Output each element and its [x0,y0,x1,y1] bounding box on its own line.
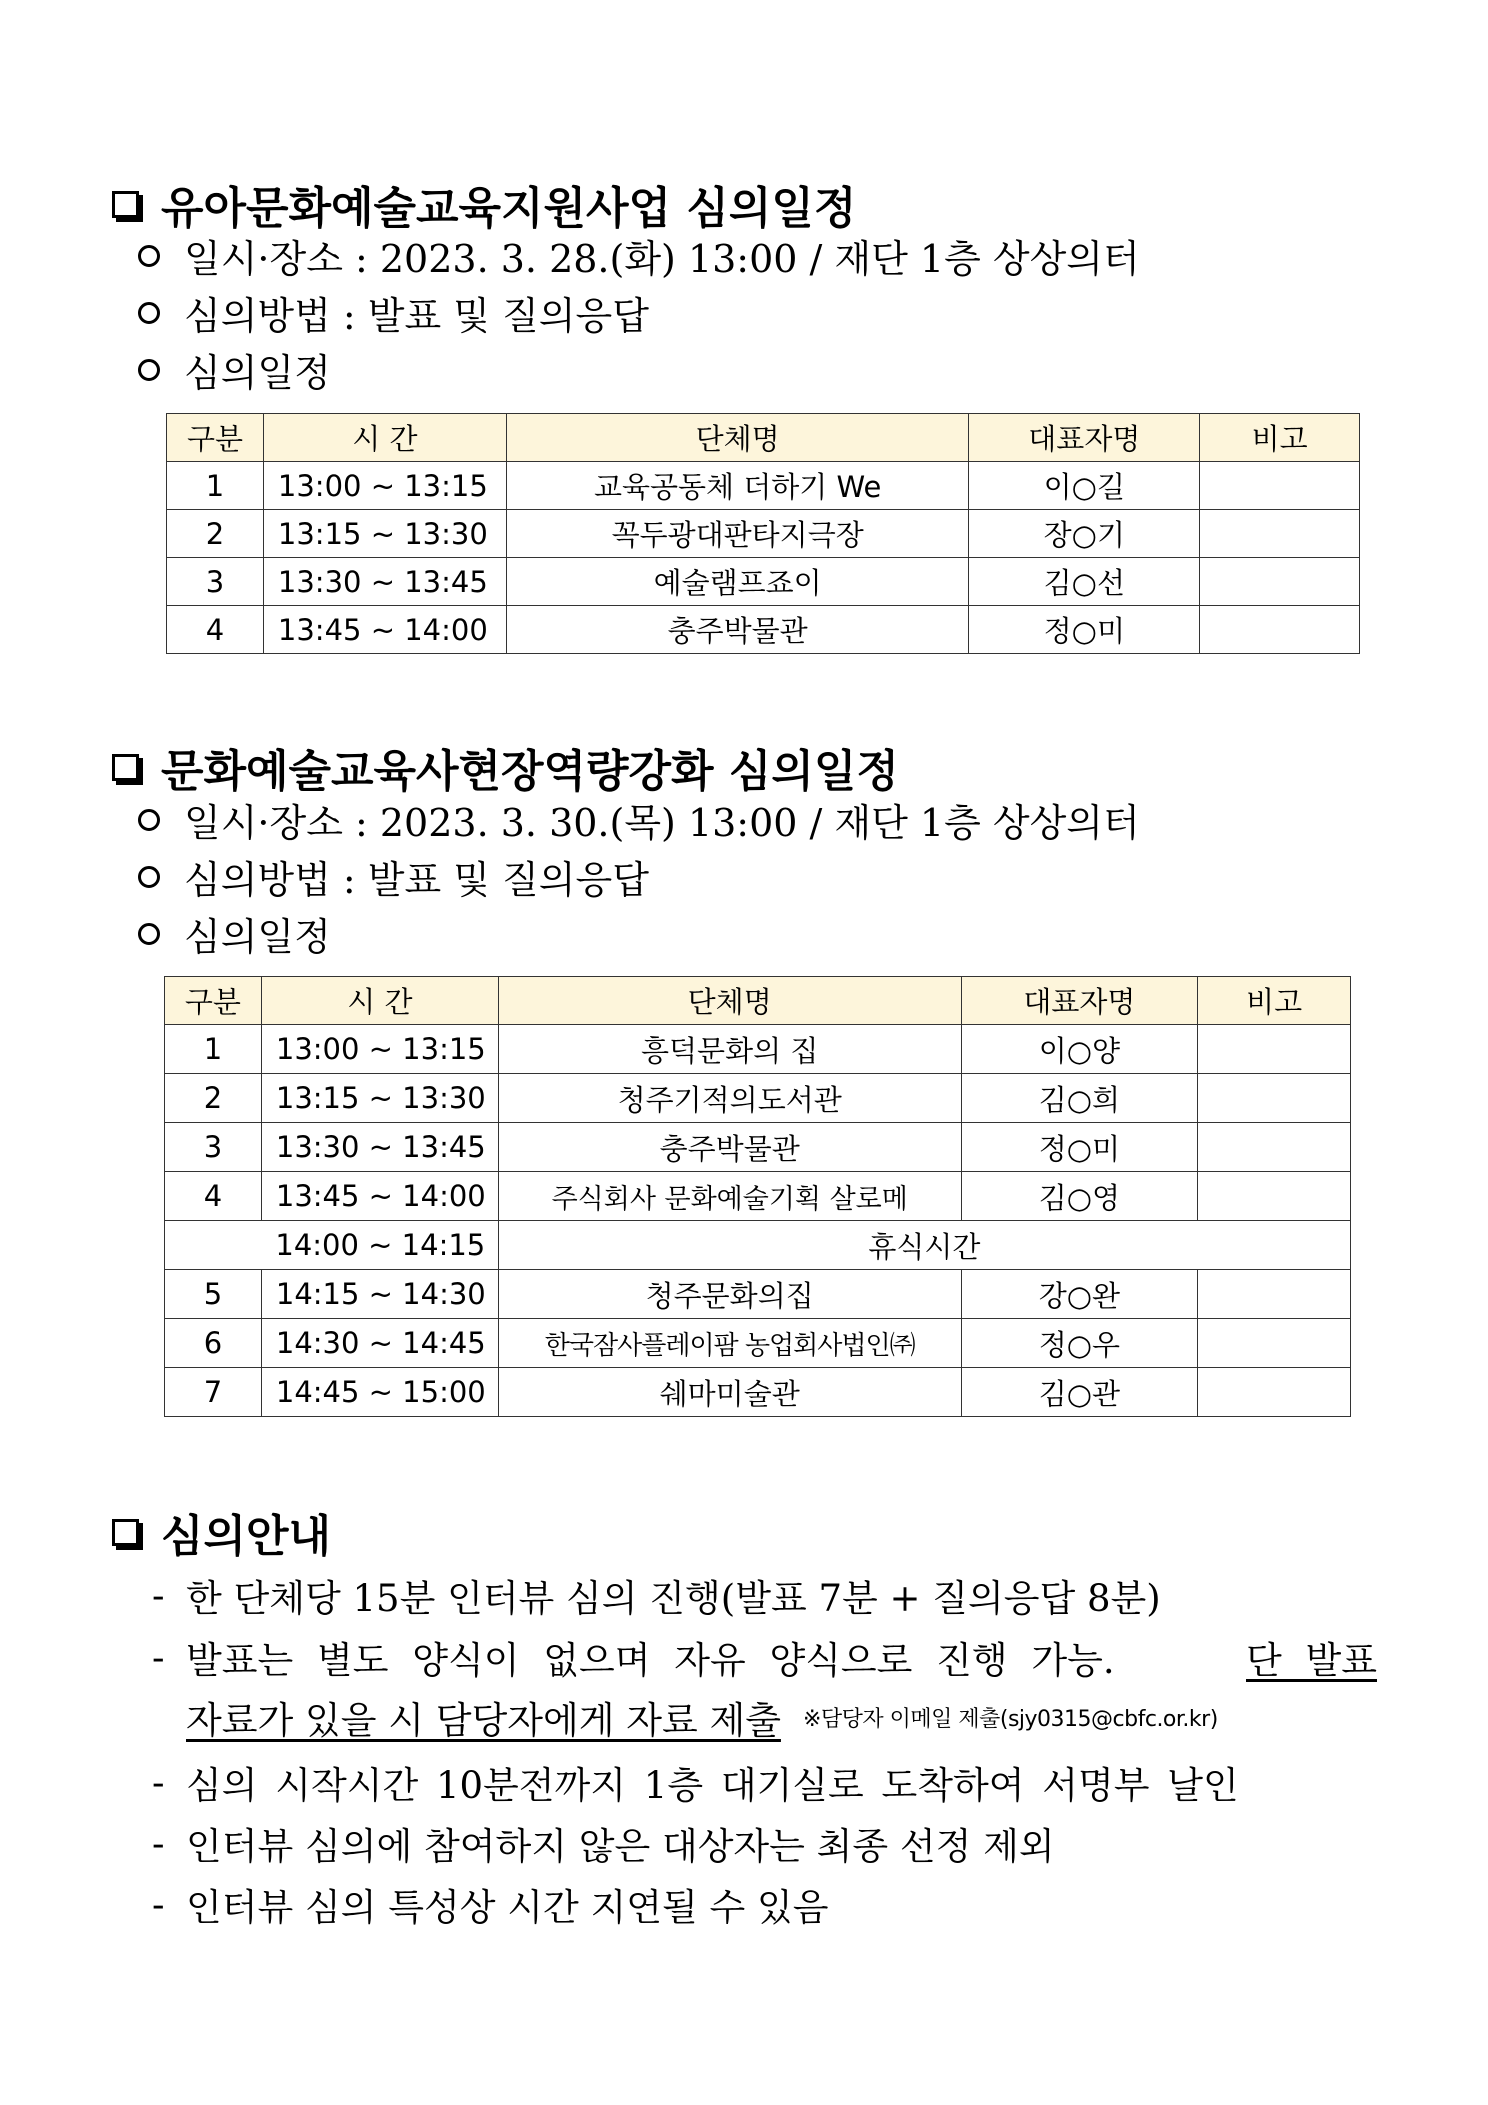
cell-note [1200,558,1360,606]
cell-no: 1 [165,1025,262,1074]
email-note: ※담당자 이메일 제출(sjy0315@cbfc.or.kr) [802,1706,1218,1732]
cell-rep: 이○길 [969,462,1200,510]
cell-rep: 김○영 [961,1172,1198,1221]
circle-bullet-icon [138,245,160,267]
table-row [165,1172,1351,1221]
cell-rep: 김○희 [961,1074,1198,1123]
cell-rep: 김○관 [961,1368,1198,1417]
cell-no: 6 [165,1319,262,1368]
cell-org: 주식회사 문화예술기획 살로메 [498,1172,961,1221]
info-item-text: 한 단체당 15분 인터뷰 심의 진행(발표 7분 + 질의응답 8분) [186,1577,1161,1620]
table-header-row [167,414,1360,462]
cell-time: 14:15 ~ 14:30 [261,1270,498,1319]
cell-note [1200,510,1360,558]
cell-note [1198,1172,1351,1221]
cell-org: 충주박물관 [498,1123,961,1172]
cell-org: 쉐마미술관 [498,1368,961,1417]
col-header-note: 비고 [1200,414,1360,462]
table-row [165,1368,1351,1417]
table-row [165,1025,1351,1074]
underlined-text: 자료가 있을 시 담당자에게 자료 제출 [186,1699,781,1742]
circle-bullet-icon [138,923,160,945]
cell-time: 14:00 ~ 14:15 [261,1221,498,1270]
col-header-note: 비고 [1198,977,1351,1025]
section2-method-text: 심의방법 : 발표 및 질의응답 [184,858,649,902]
cell-time: 13:00 ~ 13:15 [261,1025,498,1074]
table-row [167,462,1360,510]
cell-rep: 이○양 [961,1025,1198,1074]
table-row [167,558,1360,606]
cell-time: 13:15 ~ 13:30 [261,1074,498,1123]
info-item-text: 인터뷰 심의에 참여하지 않은 대상자는 최종 선정 제외 [186,1825,1055,1868]
dash-bullet: - [152,1882,165,1926]
circle-bullet-icon [138,359,160,381]
cell-time: 13:30 ~ 13:45 [261,1123,498,1172]
section1-schedule-label-text: 심의일정 [184,351,331,395]
info-item-text: 발표는 별도 양식이 없으며 자유 양식으로 진행 가능. [186,1639,1115,1682]
cell-note [1198,1123,1351,1172]
info-item-text: 심의 시작시간 10분전까지 1층 대기실로 도착하여 서명부 날인 [186,1764,1239,1807]
cell-rep: 정○미 [961,1123,1198,1172]
table-row [167,510,1360,558]
cell-no: 7 [165,1368,262,1417]
cell-org: 예술램프죠이 [506,558,969,606]
cell-note [1198,1074,1351,1123]
table-row [165,1074,1351,1123]
section1-title [112,172,856,236]
section1-schedule-table [166,413,1360,654]
info-item [152,1755,1239,1809]
cell-no: 2 [167,510,264,558]
dash-bullet: - [152,1760,165,1804]
cell-no: 4 [167,606,264,654]
info-item-continuation [186,1690,1218,1744]
checkbox-square-icon [112,1519,139,1546]
break-label: 휴식시간 [498,1221,1350,1270]
section1-method [138,285,649,340]
cell-note [1200,462,1360,510]
col-header-time: 시 간 [263,414,506,462]
section2-datetime-text: 일시·장소 : 2023. 3. 30.(목) 13:00 / 재단 1층 상상의터 [184,801,1140,845]
circle-bullet-icon [138,866,160,888]
checkbox-square-icon [112,191,139,218]
col-header-org: 단체명 [498,977,961,1025]
section2-title [112,735,899,799]
cell-no: 3 [167,558,264,606]
table-row [165,1319,1351,1368]
section2-title-text: 문화예술교육사현장역량강화 심의일정 [161,746,899,797]
cell-note [1198,1025,1351,1074]
cell-time: 13:15 ~ 13:30 [263,510,506,558]
section3-title [112,1500,331,1564]
section2-datetime [138,792,1140,847]
cell-rep: 장○기 [969,510,1200,558]
info-item [152,1816,1055,1870]
cell-time: 13:30 ~ 13:45 [263,558,506,606]
cell-rep: 정○미 [969,606,1200,654]
section3-title-text: 심의안내 [161,1511,332,1562]
dash-bullet: - [152,1821,165,1865]
cell-rep: 정○우 [961,1319,1198,1368]
section2-schedule-table [164,976,1351,1417]
col-header-org: 단체명 [506,414,969,462]
cell-no [165,1221,262,1270]
section1-title-text: 유아문화예술교육지원사업 심의일정 [161,183,857,234]
cell-org: 흥덕문화의 집 [498,1025,961,1074]
cell-time: 13:00 ~ 13:15 [263,462,506,510]
info-item [152,1630,1377,1684]
checkbox-square-icon [112,754,139,781]
cell-note [1198,1368,1351,1417]
cell-rep: 김○선 [969,558,1200,606]
table-row [165,1123,1351,1172]
section1-method-text: 심의방법 : 발표 및 질의응답 [184,294,649,338]
col-header-time: 시 간 [261,977,498,1025]
underlined-text: 단 발표 [1246,1639,1377,1682]
cell-time: 13:45 ~ 14:00 [263,606,506,654]
col-header-no: 구분 [165,977,262,1025]
section1-schedule-label [138,342,331,397]
dash-bullet: - [152,1573,165,1617]
cell-note [1200,606,1360,654]
col-header-no: 구분 [167,414,264,462]
cell-org: 청주기적의도서관 [498,1074,961,1123]
break-row [165,1221,1351,1270]
cell-no: 4 [165,1172,262,1221]
cell-no: 2 [165,1074,262,1123]
cell-note [1198,1319,1351,1368]
info-item [152,1568,1161,1622]
cell-time: 13:45 ~ 14:00 [261,1172,498,1221]
cell-org: 청주문화의집 [498,1270,961,1319]
section2-schedule-label [138,906,331,961]
cell-time: 14:30 ~ 14:45 [261,1319,498,1368]
table-row [165,1270,1351,1319]
cell-note [1198,1270,1351,1319]
section1-datetime [138,228,1140,283]
cell-no: 1 [167,462,264,510]
col-header-rep: 대표자명 [961,977,1198,1025]
cell-org: 꼭두광대판타지극장 [506,510,969,558]
section2-schedule-label-text: 심의일정 [184,915,331,959]
cell-org: 한국잠사플레이팜 농업회사법인㈜ [498,1319,961,1368]
section2-method [138,849,649,904]
cell-org: 교육공동체 더하기 We [506,462,969,510]
section1-datetime-text: 일시·장소 : 2023. 3. 28.(화) 13:00 / 재단 1층 상상의터 [184,237,1140,281]
table-header-row [165,977,1351,1025]
info-item-text: 인터뷰 심의 특성상 시간 지연될 수 있음 [186,1886,829,1929]
cell-no: 5 [165,1270,262,1319]
circle-bullet-icon [138,302,160,324]
cell-rep: 강○완 [961,1270,1198,1319]
cell-time: 14:45 ~ 15:00 [261,1368,498,1417]
dash-bullet: - [152,1635,165,1679]
info-item [152,1877,828,1931]
col-header-rep: 대표자명 [969,414,1200,462]
cell-no: 3 [165,1123,262,1172]
cell-org: 충주박물관 [506,606,969,654]
circle-bullet-icon [138,809,160,831]
table-row [167,606,1360,654]
